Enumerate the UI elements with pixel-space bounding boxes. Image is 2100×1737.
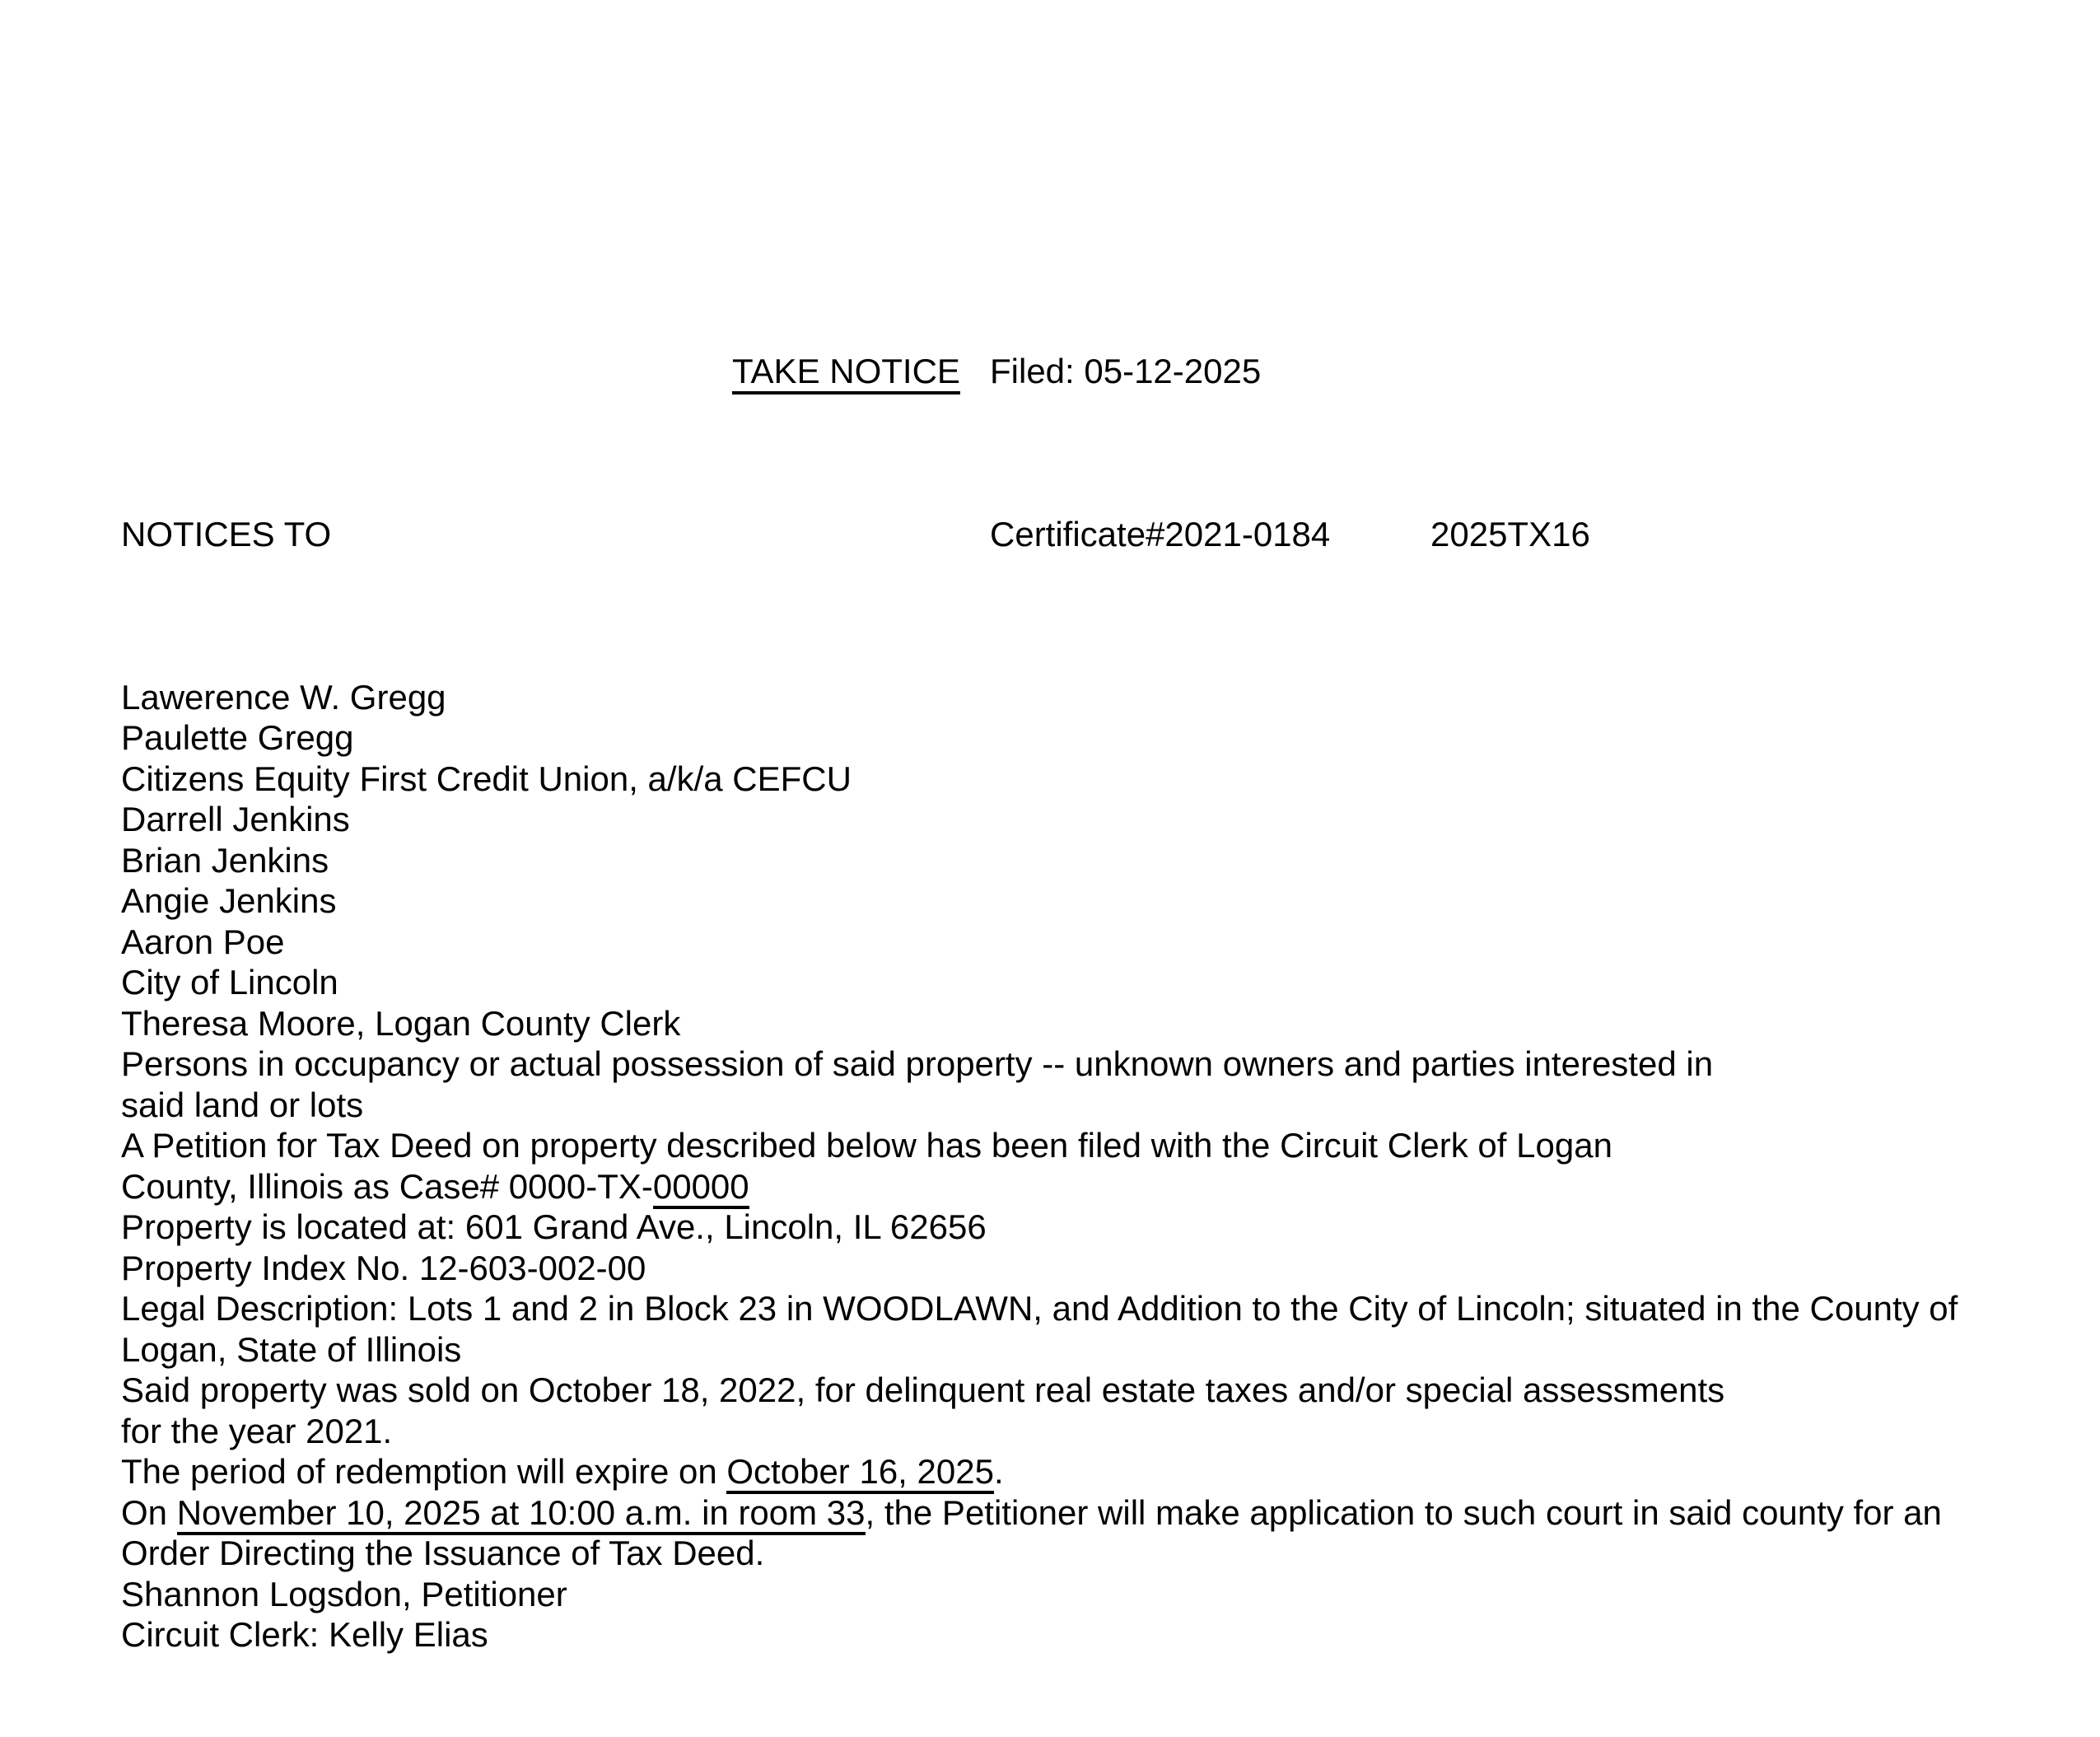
text-segment: Angie Jenkins [121,881,337,920]
text-segment: Legal Description: Lots 1 and 2 in Block 23 in WOODLAWN, and Addition to the City of Lincoln; situated in the County of [121,1289,1958,1328]
document-line [121,799,1958,840]
notices-to-label: NOTICES TO [121,514,332,553]
document-line [121,1574,1958,1615]
header-line-1 [121,351,1958,392]
document-line [121,1533,1958,1574]
text-segment: Property is located at: 601 Grand Ave., Lincoln, IL 62656 [121,1207,987,1246]
header-line-2 [121,514,1958,555]
document-line [121,677,1958,718]
document-line [121,1207,1958,1248]
text-segment: . [993,1452,1004,1491]
document-line [121,1492,1958,1534]
text-segment: Circuit Clerk: Kelly Elias [121,1615,488,1654]
document-line [121,880,1958,922]
filed-date: Filed: 05-12-2025 [990,351,1262,390]
document-line [121,1411,1958,1452]
underlined-text: 00000 [653,1167,749,1209]
document-line [121,1248,1958,1289]
document-line [121,1370,1958,1411]
text-segment: Darrell Jenkins [121,800,350,838]
text-segment: Paulette Gregg [121,718,354,757]
text-segment: , the Petitioner will make application to such court in said county for an [865,1492,1942,1532]
text-segment: On [121,1492,177,1532]
text-segment: Shannon Logsdon, Petitioner [121,1574,567,1613]
text-segment: Aaron Poe [121,922,285,961]
document-line [121,1329,1958,1370]
document-line [121,1044,1958,1085]
take-notice-title: TAKE NOTICE [732,351,960,395]
notice-document [121,228,1958,1737]
document-line [121,1003,1958,1044]
document-line [121,1125,1958,1166]
document-line [121,1166,1958,1207]
text-segment: Theresa Moore, Logan County Clerk [121,1003,681,1043]
text-segment: County, Illinois as Case# 0000-TX- [121,1166,653,1206]
document-line [121,1451,1958,1492]
document-line [121,759,1958,800]
text-segment: Lawerence W. Gregg [121,677,446,717]
document-line [121,962,1958,1003]
text-segment: Brian Jenkins [121,840,329,880]
text-segment: A Petition for Tax Deed on property described below has been filed with the Circuit Clerk of Logan [121,1126,1612,1165]
notice-body [121,677,1958,1655]
document-line [121,1288,1958,1329]
text-segment: Said property was sold on October 18, 2022, for delinquent real estate taxes and/or special assessments [121,1370,1725,1409]
text-segment: The period of redemption will expire on [121,1452,727,1491]
document-line [121,1614,1958,1655]
underlined-text: October 16, 2025 [726,1452,994,1494]
text-segment: Logan, State of Illinois [121,1329,462,1369]
document-line [121,717,1958,759]
text-segment: Persons in occupancy or actual possession of said property -- unknown owners and parties interested in [121,1044,1714,1083]
text-segment: City of Lincoln [121,963,338,1002]
document-line [121,922,1958,963]
text-segment: Order Directing the Issuance of Tax Deed. [121,1534,765,1572]
underlined-text: November 10, 2025 at 10:00 a.m. in room 33 [177,1493,866,1535]
text-segment: Citizens Equity First Credit Union, a/k/a CEFCU [121,759,852,798]
document-line [121,1085,1958,1126]
document-line [121,840,1958,881]
text-segment: said land or lots [121,1085,364,1124]
text-segment: Property Index No. 12-603-002-00 [121,1248,646,1287]
docket-number: 2025TX16 [1430,514,1590,553]
certificate-number: Certificate#2021-0184 [990,514,1331,553]
text-segment: for the year 2021. [121,1411,393,1450]
